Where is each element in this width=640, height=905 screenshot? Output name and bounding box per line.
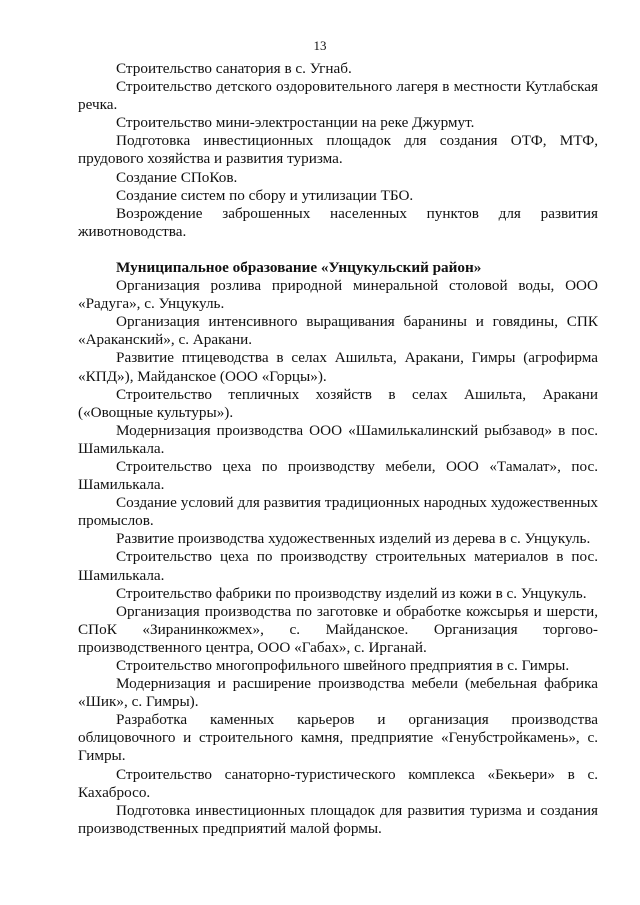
paragraph-14: Создание условий для развития традиционных народных художественных промыслов. — [78, 494, 598, 530]
paragraph-6: Создание систем по сбору и утилизации ТБО. — [116, 186, 414, 204]
paragraph-13: Строительство цеха по производству мебели, ООО «Тамалат», пос. Шамилькала. — [78, 457, 598, 494]
paragraph-5: Создание СПоКов. — [116, 168, 238, 186]
paragraph-19: Строительство многопрофильного швейного предприятия в с. Гимры. — [116, 657, 570, 674]
paragraph-12: Модернизация производства ООО «Шамилькалинский рыбзавод» в пос. Шамилькала. — [78, 421, 598, 457]
page-body — [78, 60, 598, 838]
paragraph-15: Развитие производства художественных изделий из дерева в с. Унцукуль. — [116, 530, 591, 548]
paragraph-16: Строительство цеха по производству строительных материалов в пос. Шамилькала. — [78, 548, 598, 584]
section-heading: Муниципальное образование «Унцукульский район» — [116, 258, 482, 276]
paragraph-18: Организация производства по заготовке и обработке кожсырья и шерсти, СПоК «Зиранинкожмех», с. Майданское. Организация торгово-производственного центра, ООО «Габах», с. Ирганай. — [78, 602, 598, 656]
paragraph-21: Разработка каменных карьеров и организация производства облицовочного и строительного камня, предприятие «Генубстройкамень», с. Гимры. — [78, 711, 598, 765]
paragraph-8: Организация розлива природной минеральной столовой воды, ООО «Радуга», с. Унцукуль. — [78, 277, 598, 313]
page-number: 13 — [313, 38, 327, 53]
paragraph-9: Организация интенсивного выращивания баранины и говядины, СПК «Араканский», с. Аракани. — [78, 313, 598, 349]
paragraph-3: Строительство мини-электростанции на реке Джурмут. — [116, 114, 475, 132]
paragraph-20: Модернизация и расширение производства мебели (мебельная фабрика «Шик», с. Гимры). — [78, 675, 598, 711]
paragraph-23: Подготовка инвестиционных площадок для развития туризма и создания производственных предприятий малой формы. — [78, 801, 598, 837]
paragraph-22: Строительство санаторно-туристического комплекса «Бекьери» в с. Кахабросо. — [78, 765, 598, 801]
paragraph-7: Возрождение заброшенных населенных пунктов для развития животноводства. — [78, 204, 598, 240]
paragraph-10: Развитие птицеводства в селах Ашильта, Аракани, Гимры (агрофирма «КПД»), Майданское (ООО «Горцы»). — [78, 349, 598, 385]
paragraph-1: Строительство санатория в с. Угнаб. — [116, 60, 352, 77]
section-spacer — [78, 241, 598, 259]
paragraph-17: Строительство фабрики по производству изделий из кожи в с. Унцукуль. — [116, 584, 587, 602]
paragraph-2: Строительство детского оздоровительного лагеря в местности Кутлабская речка. — [78, 78, 598, 114]
paragraph-4: Подготовка инвестиционных площадок для создания ОТФ, МТФ, прудового хозяйства и развития туризма. — [78, 132, 598, 168]
paragraph-11: Строительство тепличных хозяйств в селах Ашильта, Аракани («Овощные культуры»). — [78, 385, 598, 421]
